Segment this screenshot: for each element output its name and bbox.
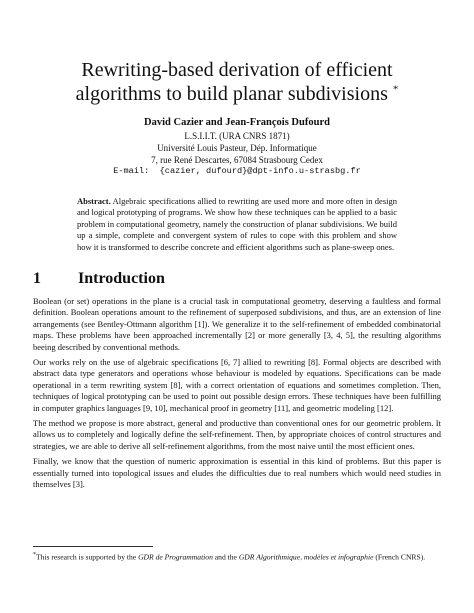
title-footnote-mark: * — [392, 83, 399, 96]
section-number: 1 — [33, 270, 41, 287]
footnote-rule — [33, 546, 153, 547]
footnote-text: (French CNRS). — [373, 552, 426, 562]
footnote-mark: * — [33, 552, 36, 558]
footnote-italic: GDR Algorithmique, modèles et infographie — [238, 552, 374, 562]
affiliation-line: Université Louis Pasteur, Dép. Informatique — [157, 143, 317, 153]
affiliation-line: 7, rue René Descartes, 67084 Strasbourg Cedex — [151, 155, 323, 165]
abstract-text: Algebraic specifications allied to rewriting are used more and more often in design and logical prototyping of programs. We show how these techniques can be applied to a basic problem in computational geometry, namely the construction of planar subdivisions. We build up a simple, complete and convergent system of rules to cope with this problem and show how it is transformed to describe concrete and efficient algorithms such as plane-sweep ones. — [77, 196, 397, 252]
email-line — [40, 166, 434, 176]
footnote-italic: GDR de Programmation — [138, 552, 213, 562]
paragraph: Boolean (or set) operations in the plane is a crucial task in computational geometry, deserving a faultless and formal definition. Boolean operations amount to the refinement of superposed subdivisions, and thus, are an extension of line arrangements (see Bentley-Ottmann algorithm [1]). We generalize it to the self-refinement of embedded combinatorial maps. These problems have been approached incrementally [2] or more generally [3, 4, 5], the resulting algorithms beeing described by conventional methods. — [33, 296, 441, 352]
section-heading — [33, 270, 165, 288]
footnote — [33, 550, 441, 563]
footnote-text: and the — [212, 552, 239, 562]
footnote-text: This research is supported by the — [36, 552, 139, 562]
author-names: David Cazier and Jean-François Dufourd — [144, 117, 330, 128]
paragraph: The method we propose is more abstract, general and productive than conventional ones for our geometric problem. It allows us to completely and logically define the self-refinement. Then, by appropriate choices of control structures and strategies, we are able to derive all self-refinement algorithms, from the most naive until the most efficient ones. — [33, 418, 441, 451]
paragraph: Finally, we know that the question of numeric approximation is essential in this kind of problems. But this paper is essentially turned into topological issues and eludes the difficulties due to real numbers which would need studies in themselves [3]. — [33, 456, 441, 490]
email-address: {cazier, dufourd}@dpt-info.u-strasbg.fr — [159, 166, 361, 176]
abstract-heading: Abstract. — [77, 196, 111, 206]
email-label: E-mail: — [113, 166, 150, 176]
abstract — [77, 196, 397, 253]
affiliation-line: L.S.I.I.T. (URA CNRS 1871) — [184, 131, 290, 141]
paragraph: Our works rely on the use of algebraic specifications [6, 7] allied to rewriting [8]. Formal objects are described with abstract data type generators and operations whose behaviour is modeled by equations. Specifications can be made operational in a term rewriting system [8], with a correct orientation of equations and sometimes completion. Then, techniques of logical prototyping can be used to point out possible design errors. These techniques have been fulfilling in computer graphics languages [9, 10], mechanical proof in geometry [11], and geometric modeling [12]. — [33, 357, 441, 413]
section-title: Introduction — [78, 270, 165, 287]
affiliation-block — [40, 130, 434, 166]
title-line-2: algorithms to build planar subdivisions — [75, 83, 388, 105]
paper-title — [40, 58, 434, 106]
title-line-1: Rewriting-based derivation of efficient — [81, 59, 393, 81]
section-body — [33, 296, 441, 495]
